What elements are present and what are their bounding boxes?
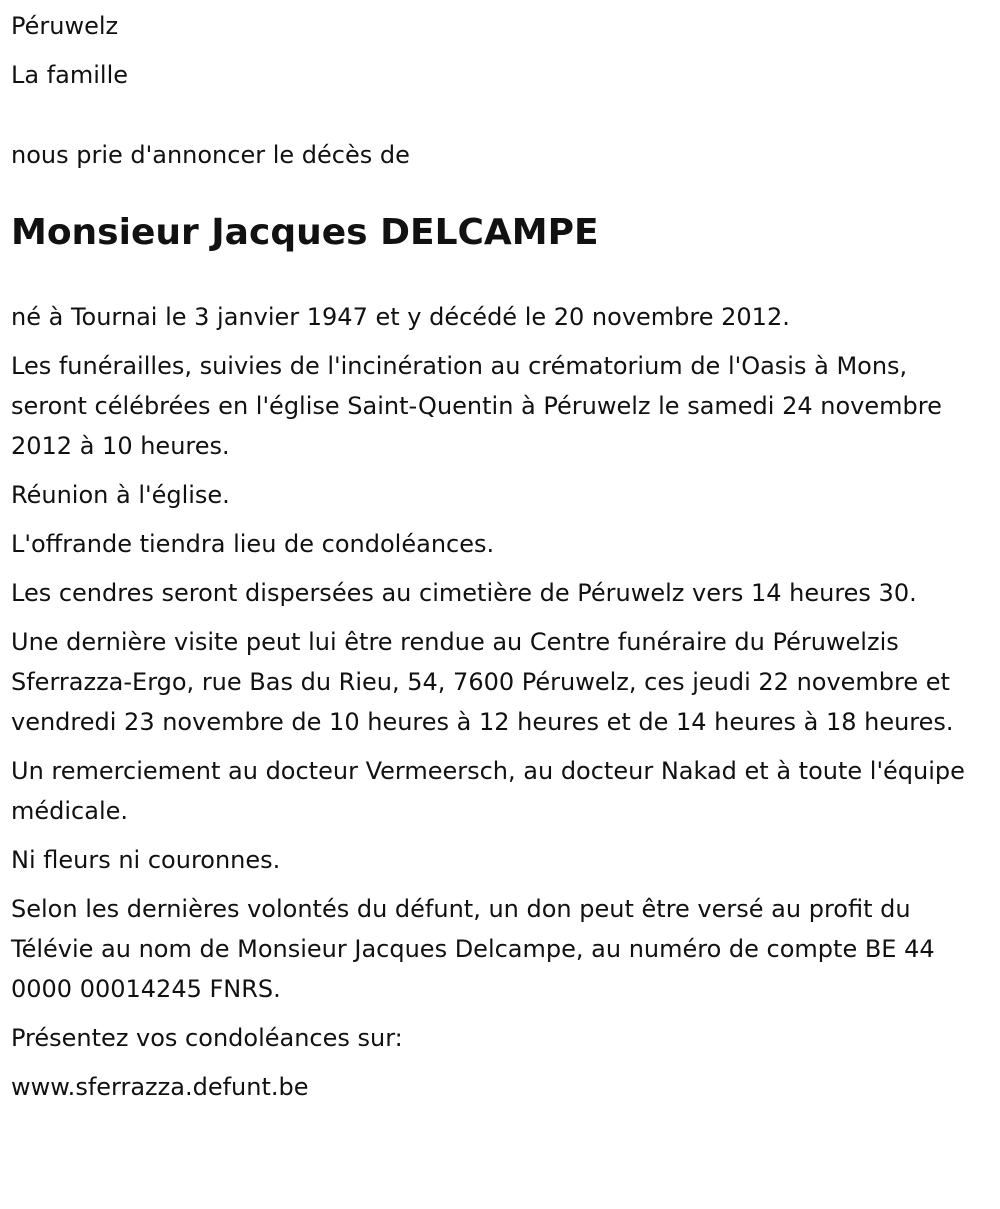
meeting-text: Réunion à l'église. xyxy=(11,481,230,509)
deceased-name: Monsieur Jacques DELCAMPE xyxy=(11,212,599,253)
donation-text: Selon les dernières volontés du défunt, un don peut être versé au profit du Télévie au nom de Monsieur Jacques Delcampe, au numéro de compte BE 44 0000 00014245 FNRS. xyxy=(11,895,935,1003)
thanks-text: Un remerciement au docteur Vermeersch, au docteur Nakad et à toute l'équipe médicale. xyxy=(11,757,965,825)
family-text: La famille xyxy=(11,61,129,89)
funeral-text: Les funérailles, suivies de l'incinération au crématorium de l'Oasis à Mons, seront célébrées en l'église Saint-Quentin à Péruwelz le samedi 24 novembre 2012 à 10 heures. xyxy=(11,352,942,460)
website-line xyxy=(11,1067,990,1107)
condolences-prompt: Présentez vos condoléances sur: xyxy=(11,1024,403,1052)
ashes-text: Les cendres seront dispersées au cimetière de Péruwelz vers 14 heures 30. xyxy=(11,579,917,607)
visit-text: Une dernière visite peut lui être rendue au Centre funéraire du Péruwelzis Sferrazza-Ergo, rue Bas du Rieu, 54, 7600 Péruwelz, ces jeudi 22 novembre et vendredi 23 novembre de 10 heures à 12 heures et de 14 heures à 18 heures. xyxy=(11,628,954,736)
website-link[interactable]: www.sferrazza.defunt.be xyxy=(11,1073,309,1101)
birth-death-text: né à Tournai le 3 janvier 1947 et y décédé le 20 novembre 2012. xyxy=(11,303,790,331)
flowers-text: Ni fleurs ni couronnes. xyxy=(11,846,281,874)
offering-text: L'offrande tiendra lieu de condoléances. xyxy=(11,530,495,558)
location-text: Péruwelz xyxy=(11,12,119,40)
intro-text: nous prie d'annoncer le décès de xyxy=(11,141,410,169)
